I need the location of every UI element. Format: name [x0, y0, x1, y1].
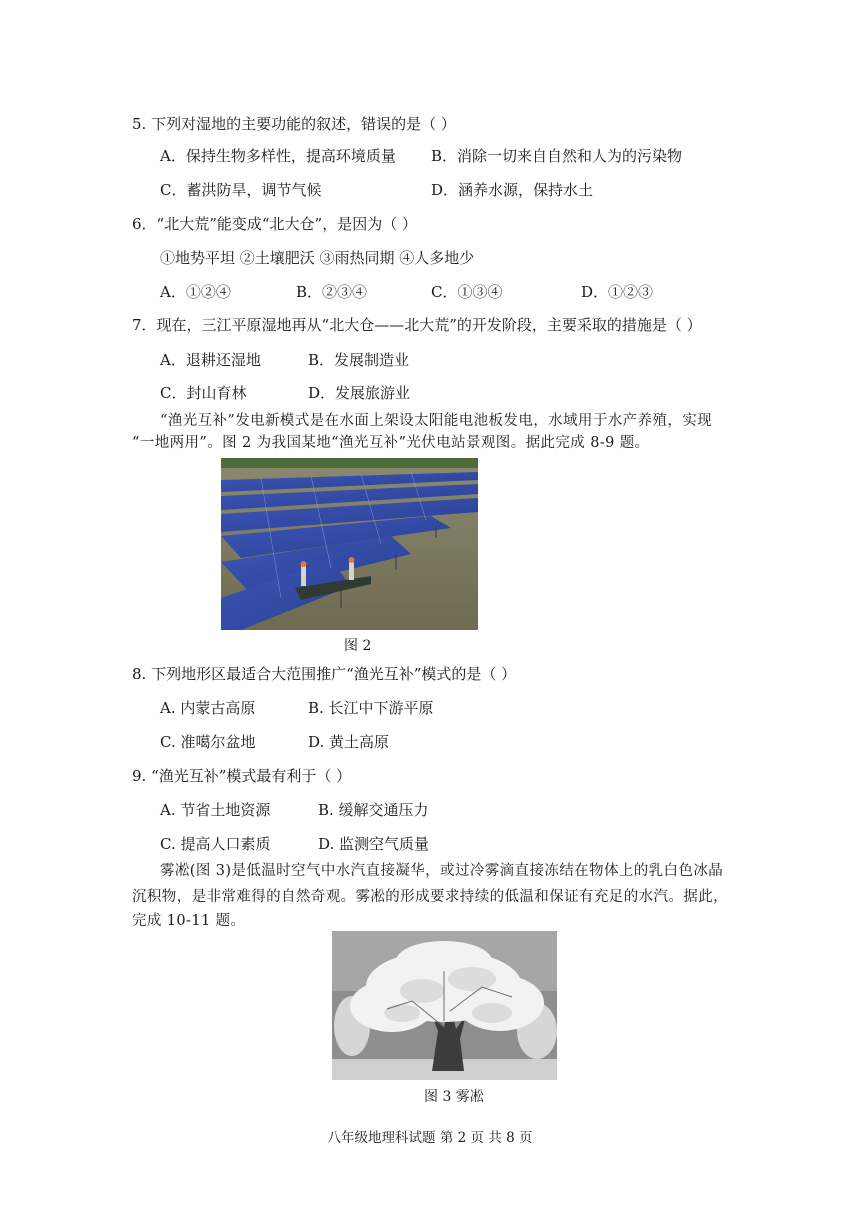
question-9-option-d: D. 监测空气质量 — [318, 835, 430, 853]
passage-8-9-line-1: “渔光互补”发电新模式是在水面上架设太阳能电池板发电，水域用于水产养殖，实现 — [160, 413, 713, 429]
question-5-option-d: D．涵养水源，保持水土 — [431, 181, 594, 199]
question-8-stem: 8. 下列地形区最适合大范围推广“渔光互补”模式的是（ ） — [132, 665, 517, 683]
passage-10-11-line-2: 沉积物，是非常难得的自然奇观。雾凇的形成要求持续的低温和保证有充足的水汽。据此， — [132, 889, 728, 905]
passage-8-9-line-2: “一地两用”。图 2 为我国某地“渔光互补”光伏电站景观图。据此完成 8-9 题。 — [132, 435, 650, 451]
solar-farm-photo — [221, 458, 478, 630]
question-8-option-c: C. 准噶尔盆地 — [160, 733, 256, 751]
question-6-option-d: D．①②③ — [581, 283, 654, 301]
question-5-stem: 5. 下列对湿地的主要功能的叙述，错误的是（ ） — [132, 115, 456, 133]
question-9-option-c: C. 提高人口素质 — [160, 835, 271, 853]
passage-10-11-line-1: 雾凇(图 3)是低温时空气中水汽直接凝华，或过冷雾滴直接冻结在物体上的乳白色冰晶 — [160, 863, 724, 879]
question-9-option-a: A. 节省土地资源 — [160, 801, 271, 819]
question-6-option-c: C．①③④ — [431, 283, 503, 301]
question-5-option-a: A．保持生物多样性，提高环境质量 — [160, 147, 396, 165]
question-7-option-c: C．封山育林 — [160, 384, 247, 402]
question-8-option-d: D. 黄土高原 — [308, 733, 390, 751]
question-6-option-b: B．②③④ — [296, 283, 368, 301]
question-7-option-b: B．发展制造业 — [308, 351, 410, 369]
question-6-option-a: A．①②④ — [160, 283, 231, 301]
question-8-option-a: A. 内蒙古高原 — [160, 699, 256, 717]
question-8-option-b: B. 长江中下游平原 — [308, 699, 434, 717]
question-7-option-a: A．退耕还湿地 — [160, 351, 261, 369]
figure-3-caption: 图 3 雾凇 — [424, 1089, 484, 1105]
question-6-items: ①地势平坦 ②土壤肥沃 ③雨热同期 ④人多地少 — [160, 249, 475, 267]
question-7-option-d: D．发展旅游业 — [308, 384, 411, 402]
question-5-option-c: C．蓄洪防旱，调节气候 — [160, 181, 322, 199]
page-footer: 八年级地理科试题 第 2 页 共 8 页 — [327, 1130, 533, 1146]
question-9-option-b: B. 缓解交通压力 — [318, 801, 429, 819]
passage-10-11-line-3: 完成 10-11 题。 — [132, 913, 246, 929]
figure-2-caption: 图 2 — [344, 638, 372, 654]
question-7-stem: 7．现在，三江平原湿地再从“北大仓——北大荒”的开发阶段，主要采取的措施是（ ） — [132, 316, 702, 334]
rime-tree-photo — [332, 931, 557, 1080]
question-9-stem: 9. “渔光互补”模式最有利于（ ） — [132, 767, 352, 785]
question-6-stem: 6．“北大荒”能变成“北大仓”，是因为（ ） — [132, 215, 417, 233]
question-5-option-b: B．消除一切来自自然和人为的污染物 — [431, 147, 683, 165]
